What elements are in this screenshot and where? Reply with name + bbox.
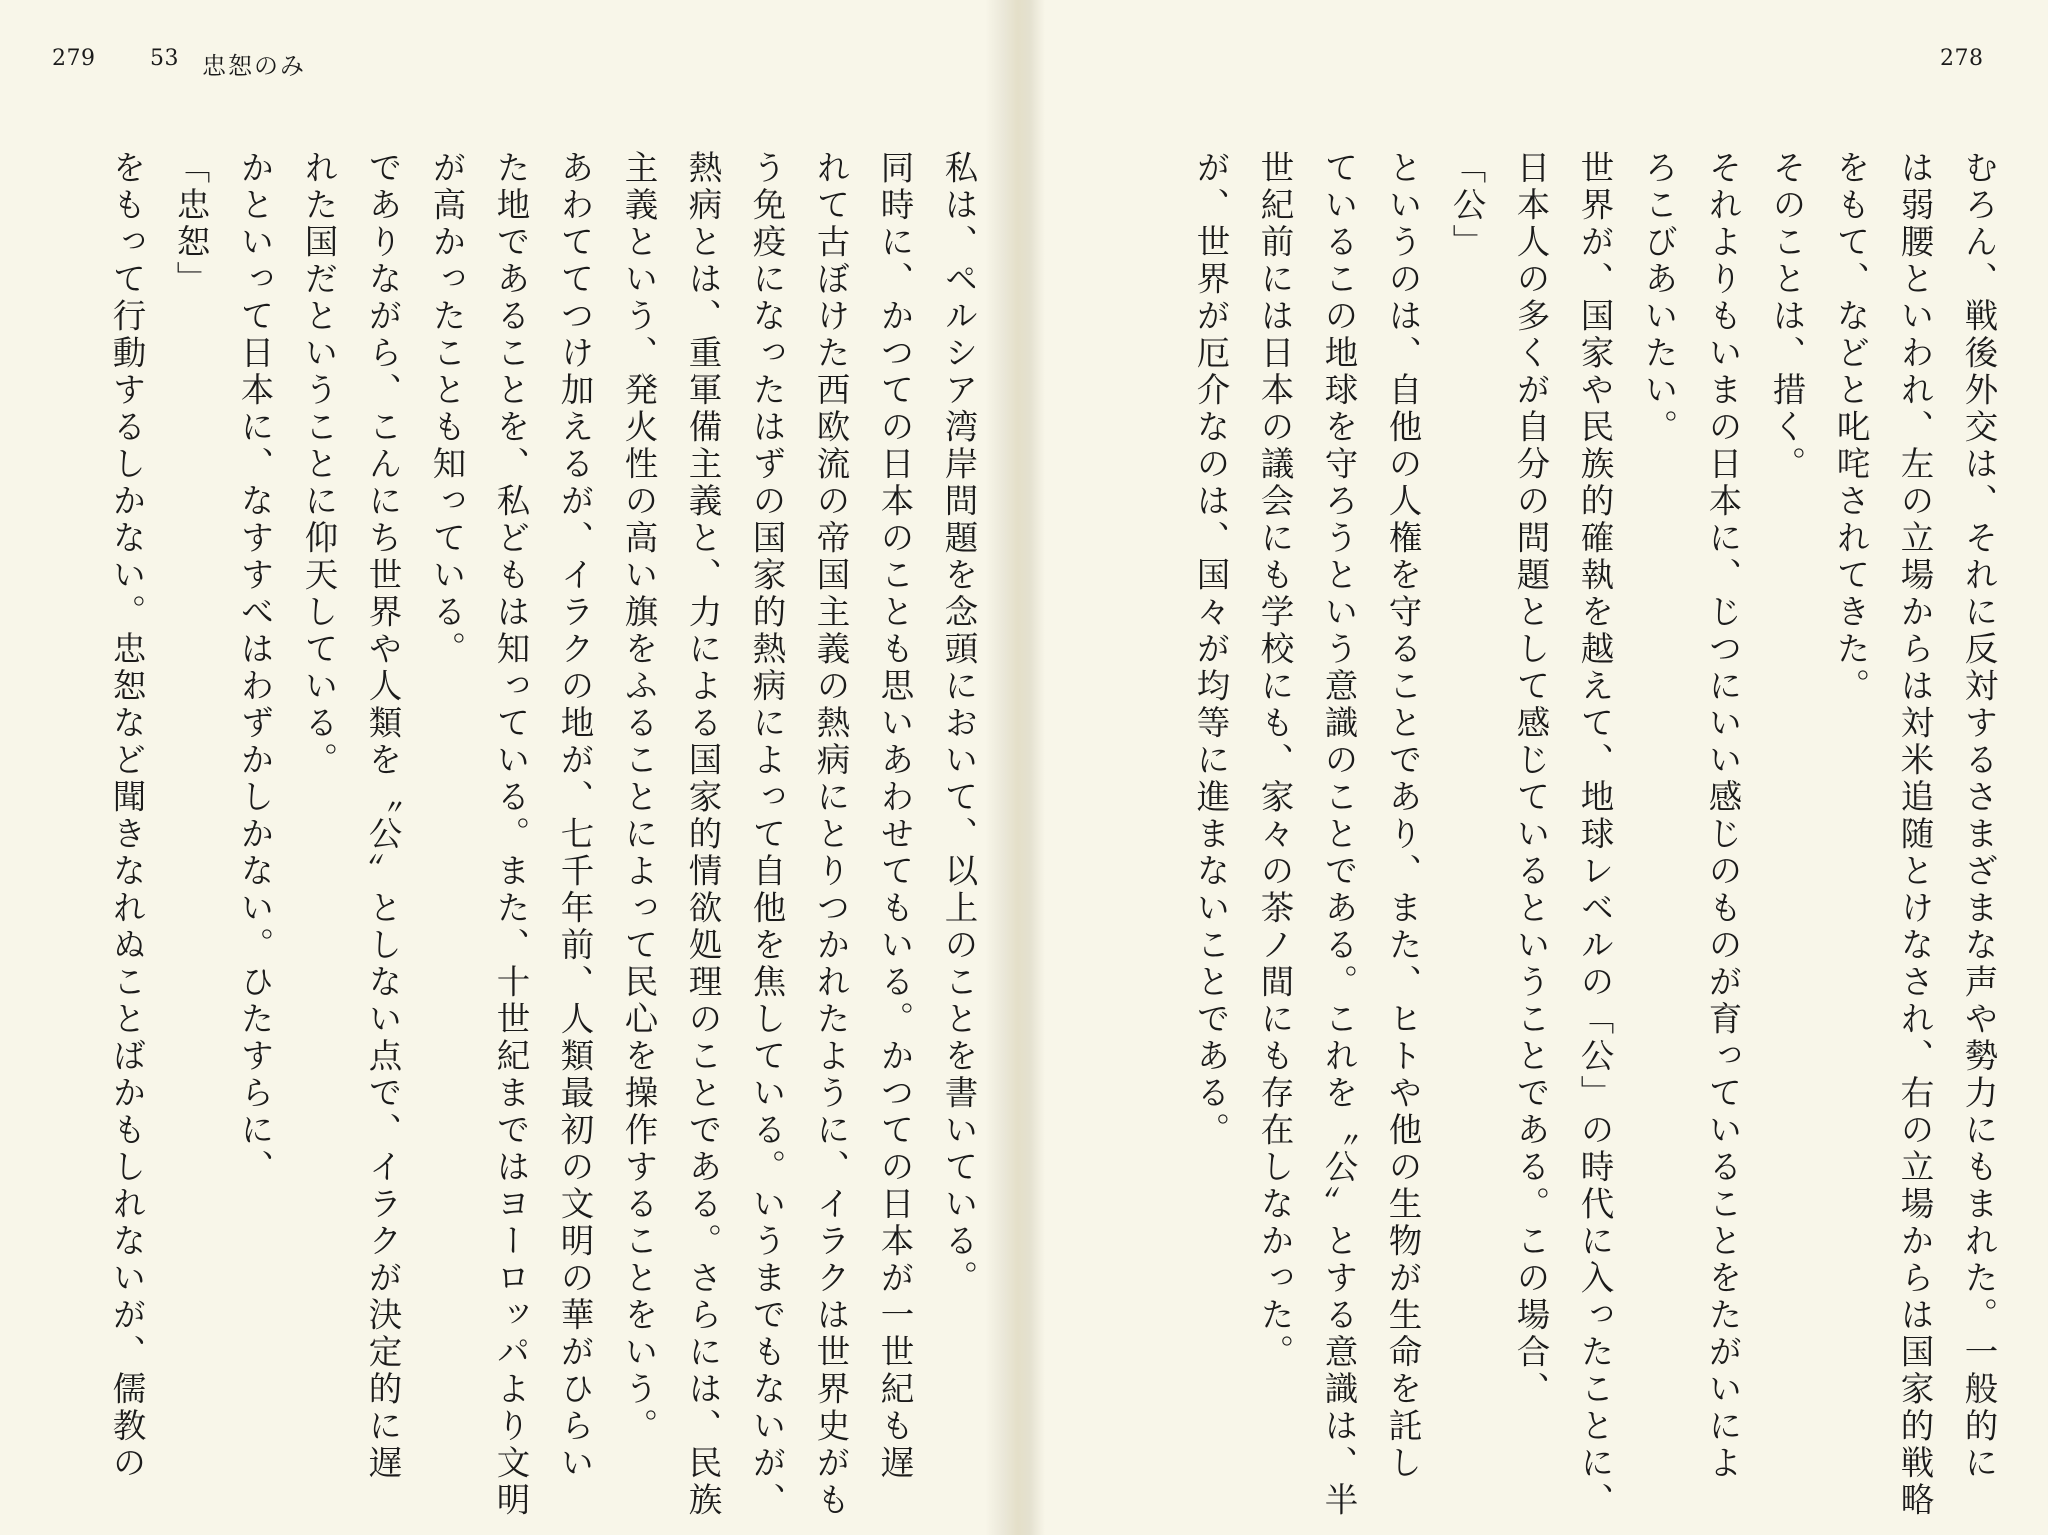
text-line: 私は、ペルシア湾岸問題を念頭において、以上のことを書いている。	[939, 150, 978, 1297]
text-line: れた国だということに仰天している。	[299, 150, 338, 779]
text-line: をもって行動するしかない。忠恕など聞きなれぬことばかもしれないが、儒教の	[107, 150, 146, 1482]
text-line: あわててつけ加えるが、イラクの地が、七千年前、人類最初の文明の華がひらい	[555, 150, 594, 1482]
text-line: う免疫になったはずの国家的熱病によって自他を焦している。いうまでもないが、	[747, 150, 786, 1519]
text-line: かといって日本に、なすすべはわずかしかない。ひたすらに、	[235, 150, 274, 1186]
text-line: 「忠恕」	[171, 150, 210, 298]
text-line: 同時に、かつての日本のことも思いあわせてもいる。かつての日本が一世紀も遅	[875, 150, 914, 1482]
text-line: 世界が、国家や民族的確執を越えて、地球レベルの「公」の時代に入ったことに、	[1575, 150, 1614, 1519]
text-line: むろん、戦後外交は、それに反対するさまざまな声や勢力にもまれた。一般的に	[1959, 150, 1998, 1482]
text-line: ているこの地球を守ろうという意識のことである。これを〝公〟とする意識は、半	[1319, 150, 1358, 1519]
left-page-text	[94, 150, 990, 1519]
chapter-number: 53	[150, 46, 179, 71]
text-line: ろこびあいたい。	[1639, 150, 1678, 446]
text-line: は弱腰といわれ、左の立場からは対米追随とけなされ、右の立場からは国家的戦略	[1895, 150, 1934, 1519]
text-line: が高かったことも知っている。	[427, 150, 466, 668]
left-page-number: 279	[52, 46, 96, 71]
text-line: 世紀前には日本の議会にも学校にも、家々の茶ノ間にも存在しなかった。	[1255, 150, 1294, 1371]
right-page-text	[1178, 150, 2010, 1519]
text-line: た地であることを、私どもは知っている。また、十世紀まではヨーロッパより文明	[491, 150, 530, 1519]
right-page-number: 278	[1940, 46, 1984, 71]
text-line: でありながら、こんにち世界や人類を〝公〟としない点で、イラクが決定的に遅	[363, 150, 402, 1482]
text-line: そのことは、措く。	[1767, 150, 1806, 483]
text-line: というのは、自他の人権を守ることであり、また、ヒトや他の生物が生命を託し	[1383, 150, 1422, 1482]
text-line: 日本人の多くが自分の問題として感じているということである。この場合、	[1511, 150, 1550, 1408]
text-line: 熱病とは、重軍備主義と、力による国家的情欲処理のことである。さらには、民族	[683, 150, 722, 1519]
book-gutter	[985, 0, 1045, 1535]
text-line: が、世界が厄介なのは、国々が均等に進まないことである。	[1191, 150, 1230, 1149]
chapter-title: 忠恕のみ	[202, 52, 306, 80]
text-line: をもて、などと叱咤されてきた。	[1831, 150, 1870, 705]
text-line: 「公」	[1447, 150, 1486, 261]
text-line: れて古ぼけた西欧流の帝国主義の熱病にとりつかれたように、イラクは世界史がも	[811, 150, 850, 1519]
text-line: 主義という、発火性の高い旗をふることによって民心を操作することをいう。	[619, 150, 658, 1445]
text-line: それよりもいまの日本に、じつにいい感じのものが育っていることをたがいによ	[1703, 150, 1742, 1482]
